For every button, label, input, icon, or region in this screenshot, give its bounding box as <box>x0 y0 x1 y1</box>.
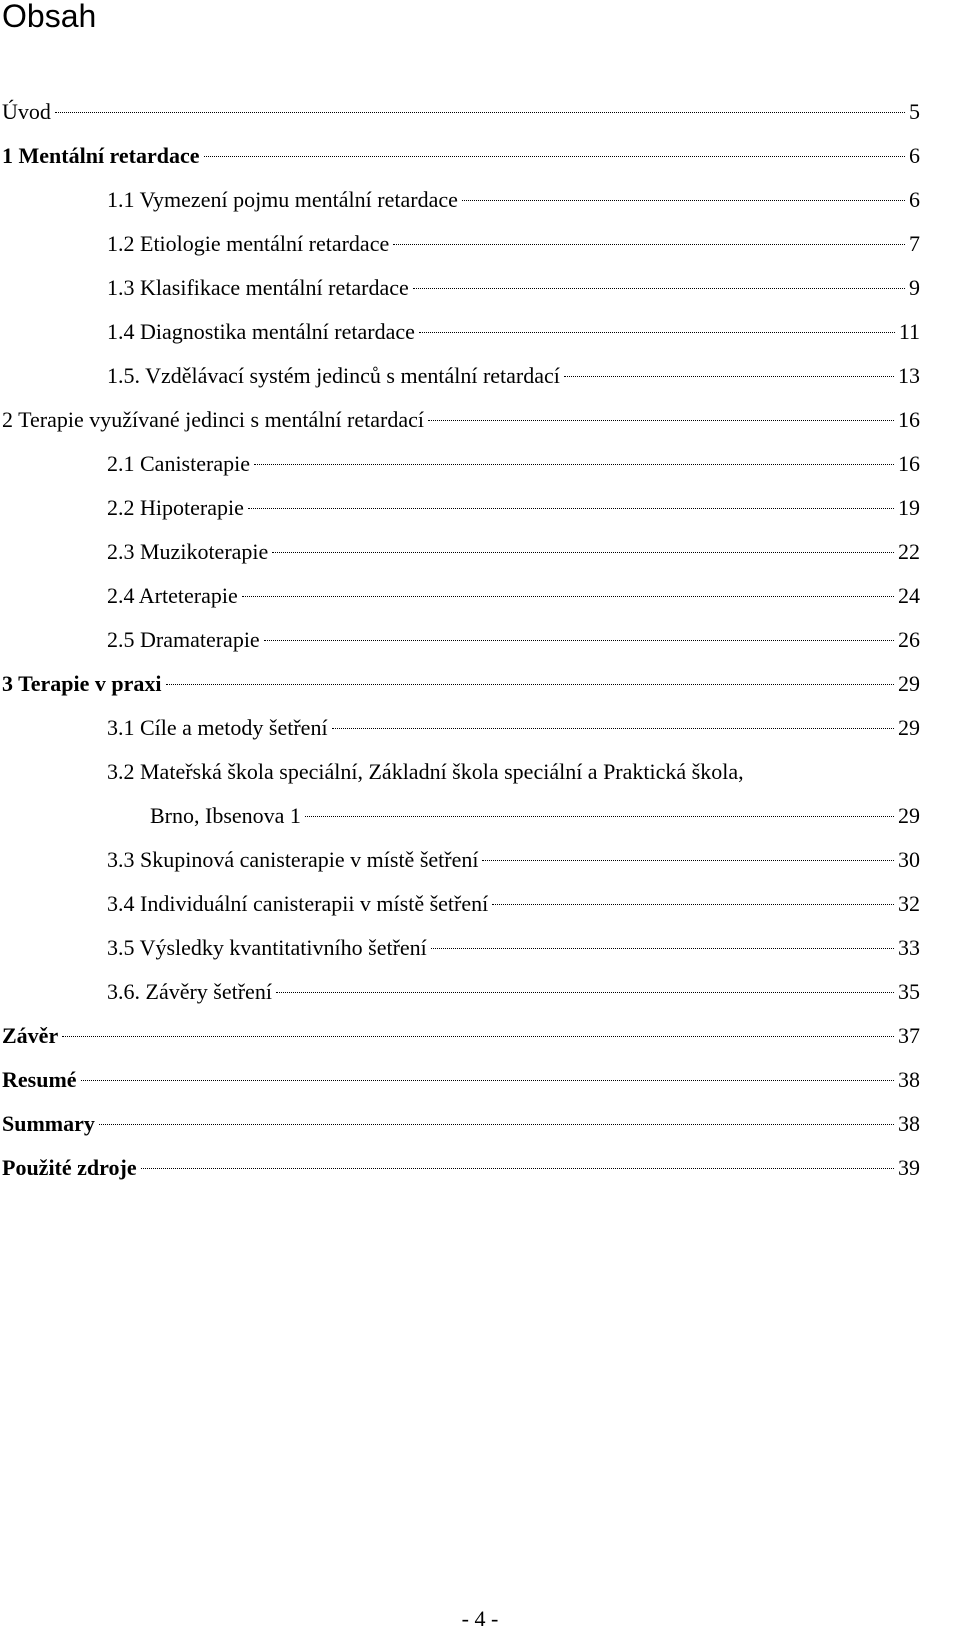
toc-entry-2-2[interactable] <box>107 488 920 528</box>
toc-entry-2-1[interactable] <box>107 444 920 484</box>
page-number: - 4 - <box>461 1606 499 1631</box>
toc-entry-page: 35 <box>898 979 920 1004</box>
toc-entry-page: 29 <box>898 803 920 828</box>
toc-entry-title: Resumé <box>2 1067 77 1092</box>
toc-entry-3-4[interactable] <box>107 884 920 924</box>
toc-entry-page: 32 <box>898 891 920 916</box>
toc-entry-page: 30 <box>898 847 920 872</box>
toc-entry-title: Summary <box>2 1111 95 1136</box>
toc-entry-3-6[interactable] <box>107 972 920 1012</box>
toc-entry-3-1[interactable] <box>107 708 920 748</box>
toc-entry-page: 7 <box>909 231 920 256</box>
toc-entry-page: 5 <box>909 99 920 124</box>
dot-leader <box>55 111 905 113</box>
dot-leader <box>254 463 894 465</box>
dot-leader <box>413 287 905 289</box>
toc-entry-title: 1 Mentální retardace <box>2 143 200 168</box>
toc-entry-title: 3.2 Mateřská škola speciální, Základní škola speciální a Praktická škola, <box>107 759 744 784</box>
dot-leader <box>264 639 894 641</box>
dot-leader <box>419 331 895 333</box>
toc-entry-1-2[interactable] <box>107 224 920 264</box>
toc-entry-title: 2.1 Canisterapie <box>107 451 250 476</box>
toc-entry-summary[interactable] <box>2 1104 920 1144</box>
toc-entry-page: 39 <box>898 1155 920 1180</box>
toc-entry-chapter-2[interactable] <box>2 400 920 440</box>
dot-leader <box>99 1123 894 1125</box>
toc-entry-1-3[interactable] <box>107 268 920 308</box>
dot-leader <box>462 199 905 201</box>
toc-entry-title: 3 Terapie v praxi <box>2 671 162 696</box>
toc-entry-zaver[interactable] <box>2 1016 920 1056</box>
toc-entry-title: Závěr <box>2 1023 59 1048</box>
dot-leader <box>166 683 894 685</box>
toc-entry-title: Úvod <box>2 99 51 124</box>
toc-entry-page: 38 <box>898 1111 920 1136</box>
toc-entry-title: Brno, Ibsenova 1 <box>150 803 301 828</box>
dot-leader <box>431 947 894 949</box>
toc-entry-3-2-continued[interactable] <box>150 796 920 836</box>
toc-entry-page: 26 <box>898 627 920 652</box>
toc-entry-page: 19 <box>898 495 920 520</box>
toc-entry-title: 3.6. Závěry šetření <box>107 979 272 1004</box>
toc-entry-title: 2.5 Dramaterapie <box>107 627 260 652</box>
toc-entry-chapter-1[interactable] <box>2 136 920 176</box>
toc-entry-3-3[interactable] <box>107 840 920 880</box>
toc-entry-title: 3.3 Skupinová canisterapie v místě šetření <box>107 847 479 872</box>
toc-entry-2-3[interactable] <box>107 532 920 572</box>
toc-entry-title: 3.4 Individuální canisterapii v místě šetření <box>107 891 489 916</box>
toc-entry-page: 11 <box>898 319 920 344</box>
toc-entry-title: 3.5 Výsledky kvantitativního šetření <box>107 935 427 960</box>
toc-entry-resume[interactable] <box>2 1060 920 1100</box>
dot-leader <box>564 375 894 377</box>
dot-leader <box>204 155 905 157</box>
toc-entry-pouzite-zdroje[interactable] <box>2 1148 920 1188</box>
toc-entry-2-5[interactable] <box>107 620 920 660</box>
toc-entry-page: 33 <box>898 935 920 960</box>
dot-leader <box>62 1035 894 1037</box>
toc-entry-title: 1.3 Klasifikace mentální retardace <box>107 275 409 300</box>
toc-entry-1-1[interactable] <box>107 180 920 220</box>
dot-leader <box>332 727 894 729</box>
toc-entry-title: 1.4 Diagnostika mentální retardace <box>107 319 415 344</box>
dot-leader <box>276 991 894 993</box>
dot-leader <box>81 1079 894 1081</box>
dot-leader <box>393 243 905 245</box>
toc-entry-page: 6 <box>909 187 920 212</box>
toc-entry-page: 38 <box>898 1067 920 1092</box>
toc-entry-title: 1.5. Vzdělávací systém jedinců s mentální retardací <box>107 363 560 388</box>
toc-entry-chapter-3[interactable] <box>2 664 920 704</box>
toc-entry-title: 2.3 Muzikoterapie <box>107 539 269 564</box>
dot-leader <box>248 507 894 509</box>
toc-entry-1-4[interactable] <box>107 312 920 352</box>
dot-leader <box>141 1167 894 1169</box>
toc-entry-title: 2.4 Arteterapie <box>107 583 238 608</box>
toc-entry-page: 16 <box>898 407 920 432</box>
toc-entry-page: 29 <box>898 671 920 696</box>
page-title: Obsah <box>2 0 97 34</box>
toc-entry-title: 2 Terapie využívané jedinci s mentální retardací <box>2 407 424 432</box>
toc-entry-page: 6 <box>909 143 920 168</box>
dot-leader <box>492 903 894 905</box>
toc-entry-page: 37 <box>898 1023 920 1048</box>
toc-entry-1-5[interactable] <box>107 356 920 396</box>
toc-entry-page: 29 <box>898 715 920 740</box>
toc-entry-3-5[interactable] <box>107 928 920 968</box>
toc-entry-page: 13 <box>898 363 920 388</box>
dot-leader <box>272 551 894 553</box>
dot-leader <box>482 859 894 861</box>
toc-entry-page: 24 <box>898 583 920 608</box>
toc-entry-3-2[interactable] <box>107 752 920 792</box>
toc-entry-page: 9 <box>909 275 920 300</box>
toc-entry-uvod[interactable] <box>2 92 920 132</box>
dot-leader <box>305 815 894 817</box>
toc-entry-2-4[interactable] <box>107 576 920 616</box>
toc-entry-title: 2.2 Hipoterapie <box>107 495 244 520</box>
toc-entry-page: 22 <box>898 539 920 564</box>
toc-entry-title: Použité zdroje <box>2 1155 137 1180</box>
toc-entry-title: 3.1 Cíle a metody šetření <box>107 715 328 740</box>
toc-entry-page: 16 <box>898 451 920 476</box>
toc-entry-title: 1.2 Etiologie mentální retardace <box>107 231 390 256</box>
dot-leader <box>242 595 894 597</box>
toc-entry-title: 1.1 Vymezení pojmu mentální retardace <box>107 187 458 212</box>
dot-leader <box>428 419 894 421</box>
